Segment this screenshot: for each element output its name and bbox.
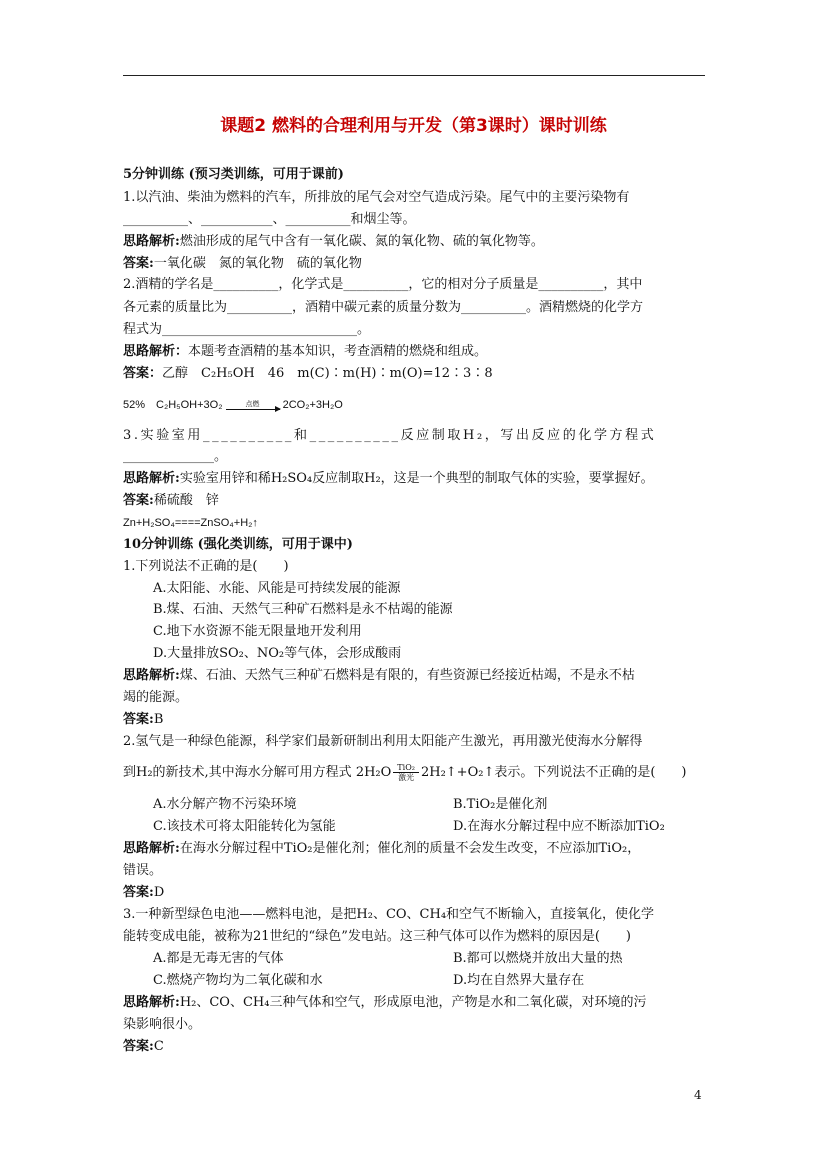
q5-option-a: A.水分解产物不污染环境 — [153, 797, 297, 812]
q4-analysis-cont: 竭的能源。 — [123, 690, 189, 705]
answer-text: 乙醇 C₂H₅OH 46 m(C)∶m(H)∶m(O)=12∶3∶8 — [162, 366, 493, 381]
q4-option-b: B.煤、石油、天然气三种矿石燃料是永不枯竭的能源 — [153, 602, 453, 617]
q2-analysis — [123, 343, 487, 361]
q5-option-d: D.在海水分解过程中应不断添加TiO₂ — [453, 819, 665, 834]
q6-option-b: B.都可以燃烧并放出大量的热 — [453, 951, 623, 966]
q2-answer — [123, 365, 493, 383]
q4-answer — [123, 711, 163, 729]
reaction-condition-fraction — [393, 763, 419, 782]
q5-option-b: B.TiO₂是催化剂 — [453, 797, 548, 812]
q2-stem: 2.酒精的学名是__________，化学式是__________，它的相对分子质量是__________，其中 — [123, 277, 643, 292]
analysis-label: 思路解析: — [123, 471, 180, 486]
q5-stem: 2.氢气是一种绿色能源，科学家们最新研制出利用太阳能产生激光，再用激光使海水分解得 — [123, 734, 643, 749]
q6-analysis — [123, 994, 646, 1012]
q4-option-d: D.大量排放SO₂、NO₂等气体，会形成酸雨 — [153, 646, 402, 661]
laser-label: 激光 — [398, 773, 415, 782]
page-number: 4 — [694, 1088, 702, 1102]
answer-label: 答案: — [123, 493, 154, 508]
q5-answer — [123, 884, 164, 902]
analysis-text: 实验室用锌和稀H₂SO₄反应制取H₂，这是一个典型的制取气体的实验，要掌握好。 — [179, 471, 654, 486]
answer-label: 答案： — [123, 366, 163, 381]
q5-line2 — [123, 763, 686, 782]
q4-analysis — [123, 667, 635, 685]
q6-line2: 能转变成电能，被称为21世纪的“绿色”发电站。这三种气体可以作为燃料的原因是( ) — [123, 929, 631, 944]
analysis-label: 思路解析: — [123, 668, 180, 683]
reaction-arrow — [226, 401, 280, 410]
analysis-label: 思路解析: — [123, 234, 180, 249]
q6-option-a: A.都是无毒无害的气体 — [153, 951, 284, 966]
answer-text: B — [153, 712, 164, 727]
q1-blanks: __________、___________、__________和烟尘等。 — [123, 212, 416, 227]
q3-analysis — [123, 470, 654, 488]
page-title: 课题2 燃料的合理利用与开发（第3课时）课时训练 — [220, 116, 607, 136]
q3-stem: 3.实验室用__________和__________反应制取H₂，写出反应的化学方程式 — [123, 428, 657, 443]
q3-line2: ______________。 — [123, 449, 228, 464]
q3-answer — [123, 492, 219, 510]
answer-text: C — [153, 1039, 164, 1054]
analysis-text: 本题考查酒精的基本知识，考查酒精的燃烧和组成。 — [188, 344, 488, 359]
q5-line2-start: 到H₂的新技术,其中海水分解可用方程式 2H₂O — [123, 765, 392, 780]
q1-stem: 1.以汽油、柴油为燃料的汽车，所排放的尾气会对空气造成污染。尾气中的主要污染物有 — [123, 190, 630, 205]
q2-equation — [123, 396, 343, 414]
answer-label: 答案: — [123, 712, 154, 727]
catalyst-label: TiO₂ — [393, 763, 419, 773]
section-heading-5min: 5分钟训练 (预习类训练，可用于课前) — [123, 167, 344, 182]
answer-label: 答案: — [123, 256, 154, 271]
analysis-label: 思路解析: — [123, 841, 180, 856]
answer-text: D — [153, 885, 165, 900]
q5-option-c: C.该技术可将太阳能转化为氢能 — [153, 819, 336, 834]
answer-label: 答案: — [123, 885, 154, 900]
answer-label: 答案: — [123, 1039, 154, 1054]
q6-option-c: C.燃烧产物均为二氧化碳和水 — [153, 973, 323, 988]
analysis-text: 燃油形成的尾气中含有一氧化碳、氮的氧化物、硫的氧化物等。 — [179, 234, 544, 249]
q4-stem: 1.下列说法不正确的是( ) — [123, 559, 289, 574]
q6-answer — [123, 1038, 164, 1056]
analysis-text: H₂、CO、CH₄三种气体和空气，形成原电池，产物是水和二氧化碳，对环境的污 — [179, 995, 647, 1010]
answer-text: 稀硫酸 锌 — [153, 493, 219, 508]
q5-analysis — [123, 840, 640, 858]
q6-option-d: D.均在自然界大量存在 — [453, 973, 585, 988]
q4-option-a: A.太阳能、水能、风能是可持续发展的能源 — [153, 581, 401, 596]
equation-products: 2CO₂+3H₂O — [282, 399, 343, 411]
reaction-condition: 点燃 — [245, 400, 260, 408]
analysis-label: 思路解析: — [123, 995, 180, 1010]
q4-option-c: C.地下水资源不能无限量地开发利用 — [153, 624, 362, 639]
answer-text: 一氧化碳 氮的氧化物 硫的氧化物 — [153, 256, 362, 271]
analysis-text: 煤、石油、天然气三种矿石燃料是有限的，有些资源已经接近枯竭，不是永不枯 — [179, 668, 635, 683]
q1-analysis — [123, 233, 544, 251]
q5-line2-end: 2H₂↑+O₂↑表示。下列说法不正确的是( ) — [420, 765, 687, 780]
q6-analysis-cont: 染影响很小。 — [123, 1017, 202, 1032]
q3-equation: Zn+H₂SO₄====ZnSO₄+H₂↑ — [123, 517, 258, 529]
q5-analysis-cont: 错误。 — [123, 863, 163, 878]
analysis-text: 在海水分解过程中TiO₂是催化剂；催化剂的质量不会发生改变，不应添加TiO₂， — [179, 841, 641, 856]
analysis-label: 思路解析： — [123, 344, 189, 359]
q2-line3: 程式为______________________________。 — [123, 322, 371, 337]
section-heading-10min: 10分钟训练 (强化类训练，可用于课中) — [123, 537, 353, 552]
equation-reactants: 52% C₂H₅OH+3O₂ — [123, 399, 223, 411]
q2-line2: 各元素的质量比为__________，酒精中碳元素的质量分数为__________。酒精燃烧的化学方 — [123, 300, 644, 315]
header-rule — [123, 75, 705, 76]
q1-answer — [123, 255, 362, 273]
q6-stem: 3.一种新型绿色电池——燃料电池，是把H₂、CO、CH₄和空气不断输入，直接氧化，使化学 — [123, 907, 655, 922]
